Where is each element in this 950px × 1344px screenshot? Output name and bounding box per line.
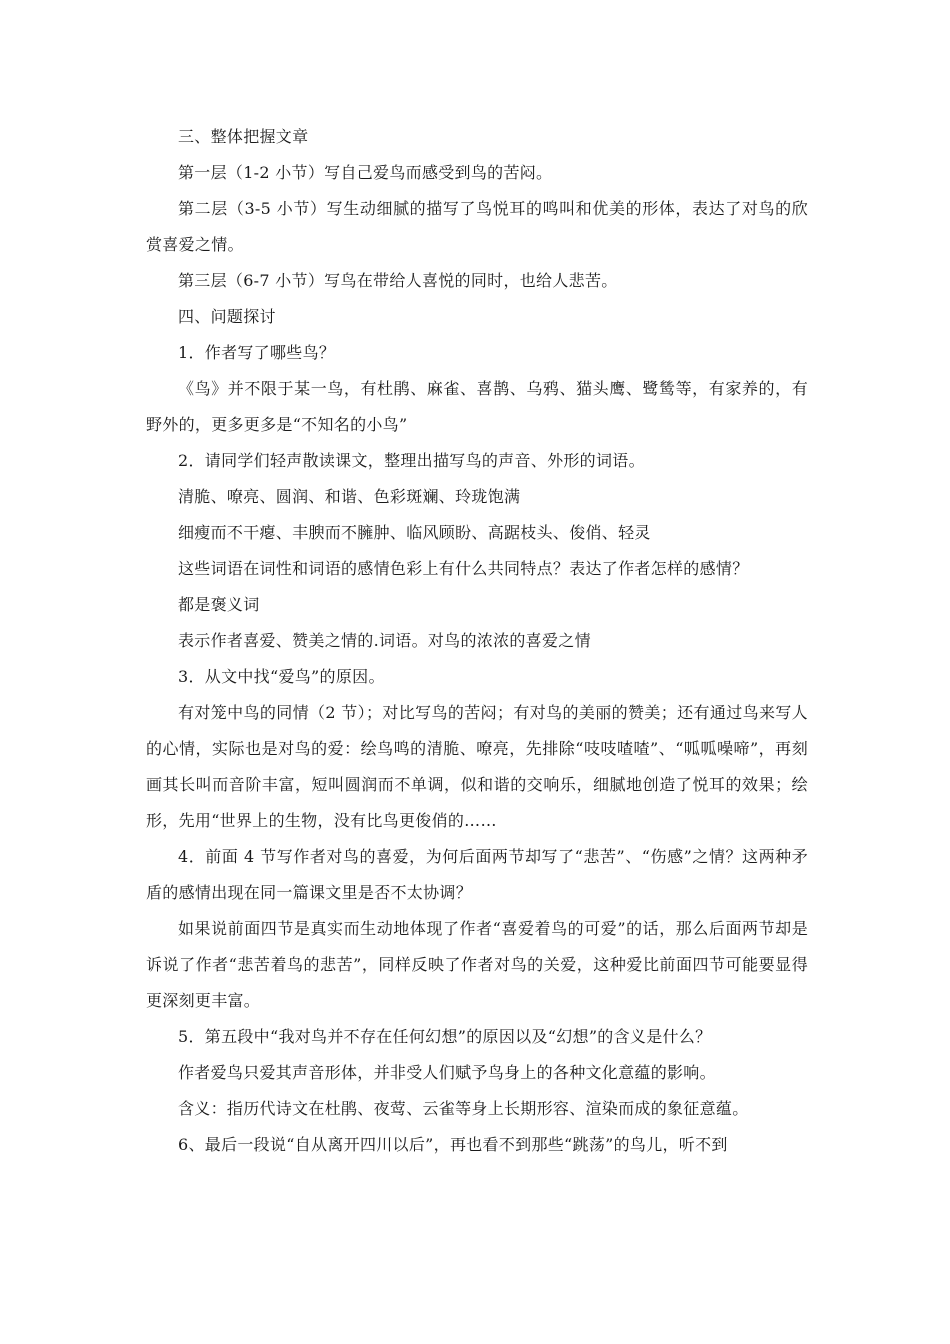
- section-heading-overall: 三、整体把握文章: [178, 127, 309, 146]
- question-4: 4．前面 4 节写作者对鸟的喜爱，为何后面两节却写了“悲苦”、“伤感”之情？这两种矛盾的感情出现在同一篇课文里是否不太协调？: [146, 847, 808, 902]
- section-heading-discussion: 四、问题探讨: [178, 307, 276, 326]
- answer-2-sound-words: 清脆、嘹亮、圆润、和谐、色彩斑斓、玲珑饱满: [178, 487, 521, 506]
- answer-2-followup-a: 都是褒义词: [178, 595, 260, 614]
- question-6: 6、最后一段说“自从离开四川以后”，再也看不到那些“跳荡”的鸟儿，听不到: [178, 1135, 728, 1154]
- answer-5-meaning: 含义：指历代诗文在杜鹃、夜莺、云雀等身上长期形容、渲染而成的象征意蕴。: [178, 1099, 749, 1118]
- paragraph-layer-two: 第二层（3-5 小节）写生动细腻的描写了鸟悦耳的鸣叫和优美的形体，表达了对鸟的欣赏喜爱之情。: [146, 199, 808, 254]
- answer-3: 有对笼中鸟的同情（2 节）；对比写鸟的苦闷；有对鸟的美丽的赞美；还有通过鸟来写人的心情，实际也是对鸟的爱：绘鸟鸣的清脆、嘹亮，先排除“吱吱喳喳”、“呱呱噪啼”，再刻画其长叫而音阶丰富，短叫圆润而不单调，似和谐的交响乐，细腻地创造了悦耳的效果；绘形，先用“世界上的生物，没有比鸟更俊俏的……: [146, 703, 808, 830]
- answer-2-shape-words: 细瘦而不干瘪、丰腴而不臃肿、临风顾盼、高踞枝头、俊俏、轻灵: [178, 523, 651, 542]
- answer-2-followup-b: 表示作者喜爱、赞美之情的.词语。对鸟的浓浓的喜爱之情: [178, 631, 591, 650]
- answer-4: 如果说前面四节是真实而生动地体现了作者“喜爱着鸟的可爱”的话，那么后面两节却是诉说了作者“悲苦着鸟的悲苦”，同样反映了作者对鸟的关爱，这种爱比前面四节可能要显得更深刻更丰富。: [146, 919, 808, 1010]
- document-body: [146, 119, 808, 1163]
- paragraph-layer-one: 第一层（1-2 小节）写自己爱鸟而感受到鸟的苦闷。: [178, 163, 553, 182]
- question-2: 2．请同学们轻声散读课文，整理出描写鸟的声音、外形的词语。: [178, 451, 645, 470]
- answer-5-reason: 作者爱鸟只爱其声音形体，并非受人们赋予鸟身上的各种文化意蕴的影响。: [178, 1063, 716, 1082]
- question-5: 5．第五段中“我对鸟并不存在任何幻想”的原因以及“幻想”的含义是什么？: [178, 1027, 712, 1046]
- answer-1: 《鸟》并不限于某一鸟，有杜鹃、麻雀、喜鹊、乌鸦、猫头鹰、鹭鸶等，有家养的，有野外的，更多更多是“不知名的小鸟”: [146, 379, 808, 434]
- question-2-followup: 这些词语在词性和词语的感情色彩上有什么共同特点？表达了作者怎样的感情？: [178, 559, 749, 578]
- question-3: 3．从文中找“爱鸟”的原因。: [178, 667, 385, 686]
- question-1: 1．作者写了哪些鸟？: [178, 343, 336, 362]
- paragraph-layer-three: 第三层（6-7 小节）写鸟在带给人喜悦的同时，也给人悲苦。: [178, 271, 618, 290]
